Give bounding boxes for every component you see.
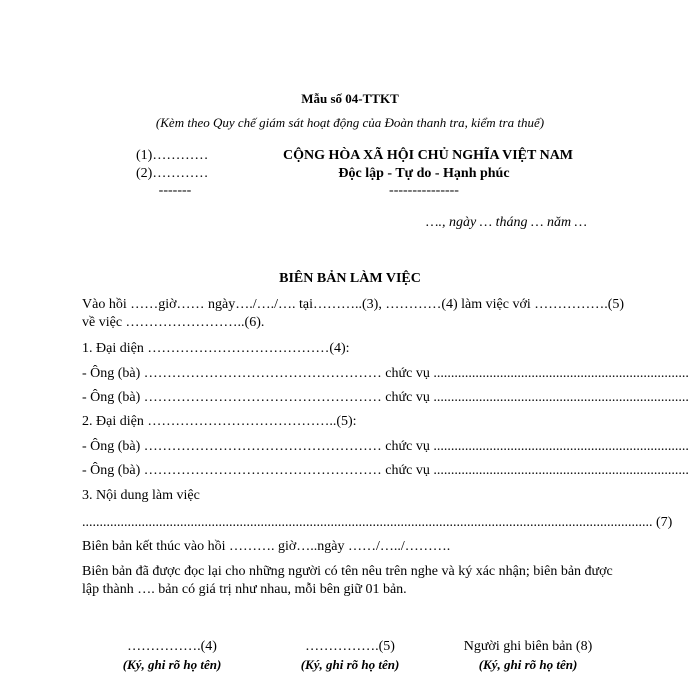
agency-line-1: (1)………… bbox=[136, 148, 209, 163]
signature-label-party5: …………….(5) bbox=[305, 639, 395, 654]
party1-heading: 1. Đại diện …………………………………(4): bbox=[82, 341, 350, 356]
intro-line-2: về việc ……………………..(6). bbox=[82, 315, 265, 330]
content-line: ................................................................................................................................................................... (7) bbox=[82, 515, 673, 530]
motto-divider: --------------- bbox=[389, 183, 459, 198]
party2-heading: 2. Đại diện …………………………………..(5): bbox=[82, 414, 357, 429]
signature-note-recorder: (Ký, ghi rõ họ tên) bbox=[478, 657, 578, 672]
end-time-line: Biên bản kết thúc vào hồi ………. giờ…..ngày ……/…../………. bbox=[82, 539, 451, 554]
signature-note-party5: (Ký, ghi rõ họ tên) bbox=[300, 657, 400, 672]
date-line: …., ngày … tháng … năm … bbox=[426, 215, 588, 230]
content-heading: 3. Nội dung làm việc bbox=[82, 488, 200, 503]
agency-line-2: (2)………… bbox=[136, 166, 209, 181]
signature-label-recorder: Người ghi biên bản (8) bbox=[463, 639, 593, 654]
national-motto: Độc lập - Tự do - Hạnh phúc bbox=[338, 166, 510, 181]
signature-note-party4: (Ký, ghi rõ họ tên) bbox=[122, 657, 222, 672]
closing-line-1: Biên bản đã được đọc lại cho những người có tên nêu trên nghe và ký xác nhận; biên bản được bbox=[82, 564, 613, 579]
agency-divider: ------- bbox=[158, 183, 192, 198]
signature-label-party4: …………….(4) bbox=[127, 639, 217, 654]
party2-person-row: - Ông (bà) …………………………………………… chức vụ ......................................................................... bbox=[82, 439, 689, 454]
party1-person-row: - Ông (bà) …………………………………………… chức vụ ......................................................................... bbox=[82, 366, 689, 381]
party2-person-row: - Ông (bà) …………………………………………… chức vụ ......................................................................... bbox=[82, 463, 689, 478]
party1-person-row: - Ông (bà) …………………………………………… chức vụ ......................................................................... bbox=[82, 390, 689, 405]
form-code: Mẫu số 04-TTKT bbox=[301, 91, 399, 106]
intro-line-1: Vào hồi ……giờ…… ngày…./…./…. tại………..(3), …………(4) làm việc với …………….(5) bbox=[82, 297, 625, 312]
nation-name: CỘNG HÒA XÃ HỘI CHỦ NGHĨA VIỆT NAM bbox=[283, 148, 574, 163]
document-title: BIÊN BẢN LÀM VIỆC bbox=[279, 271, 421, 286]
closing-line-2: lập thành …. bản có giá trị như nhau, mỗi bên giữ 01 bản. bbox=[82, 582, 407, 597]
form-attached-note: (Kèm theo Quy chế giám sát hoạt động của Đoàn thanh tra, kiểm tra thuế) bbox=[155, 115, 545, 130]
